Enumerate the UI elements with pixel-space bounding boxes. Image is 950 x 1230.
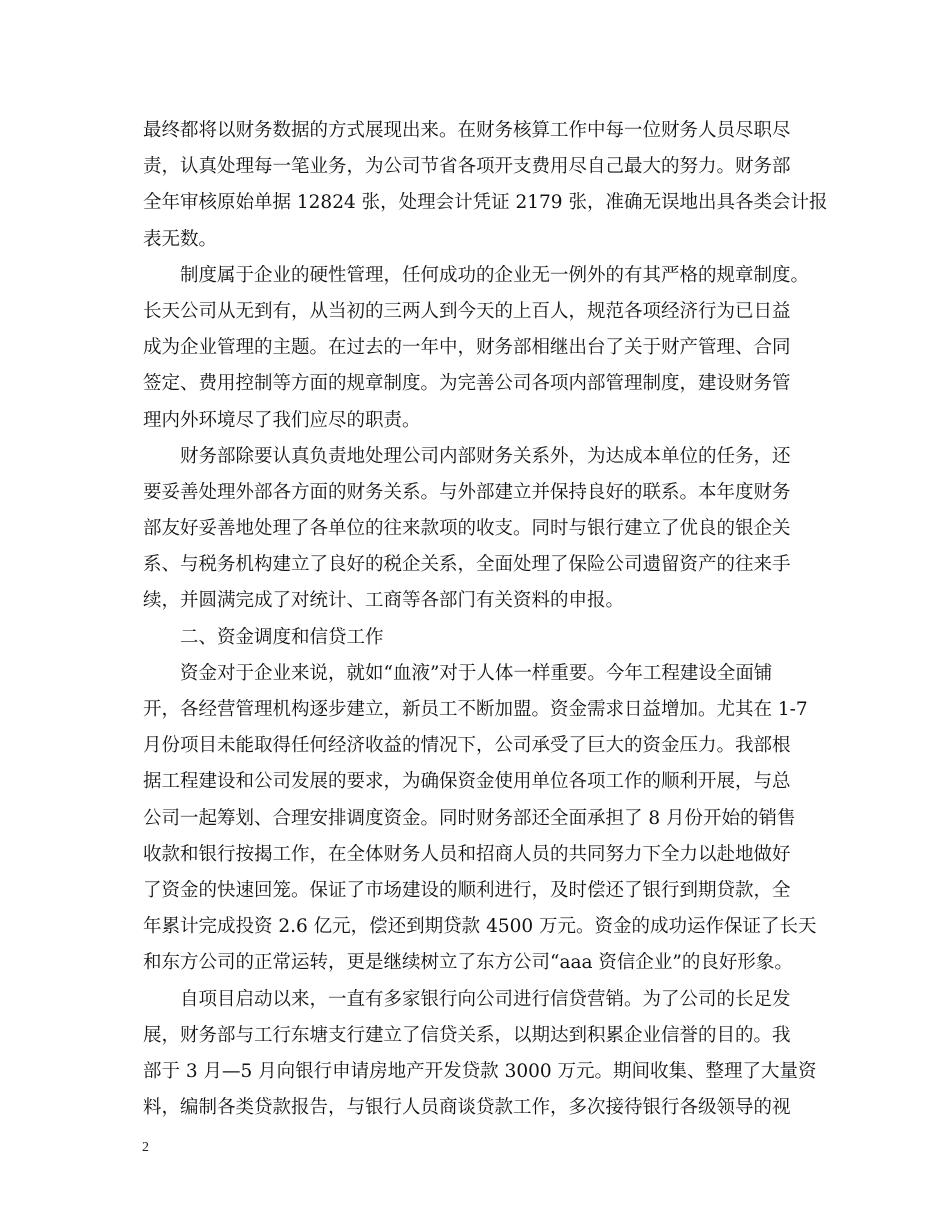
text-line: 长天公司从无到有，从当初的三两人到今天的上百人，规范各项经济行为已日益: [143, 300, 791, 322]
text-line: 开，各经营管理机构逐步建立，新员工不断加盟。资金需求日益增加。尤其在 1-7: [143, 699, 808, 720]
text-line: 续，并圆满完成了对统计、工商等各部门有关资料的申报。: [143, 590, 625, 612]
text-line: 要妥善处理外部各方面的财务关系。与外部建立并保持良好的联系。本年度财务: [143, 481, 791, 503]
heading-text: 二、资金调度和信贷工作: [180, 626, 384, 648]
text-line: 部于 3 月—5 月向银行申请房地产开发贷款 3000 万元。期间收集、整理了大量资: [143, 1060, 817, 1082]
document-body: [143, 113, 828, 1126]
text-line: 收款和银行按揭工作，在全体财务人员和招商人员的共同努力下全力以赴地做好: [143, 843, 791, 865]
text-line: 展，财务部与工行东塘支行建立了信贷关系，以期达到积累企业信誉的目的。我: [143, 1024, 791, 1046]
page-number: 2: [142, 1140, 149, 1155]
text-line: 系、与税务机构建立了良好的税企关系，全面处理了保险公司遗留资产的往来手: [143, 554, 791, 576]
paragraph-fund-scheduling: [143, 656, 817, 982]
text-line: 据工程建设和公司发展的要求，为确保资金使用单位各项工作的顺利开展，与总: [143, 771, 791, 793]
text-line: 制度属于企业的硬性管理，任何成功的企业无一例外的有其严格的规章制度。: [180, 264, 810, 286]
paragraph-credit-marketing: [143, 982, 817, 1127]
text-line: 表无数。: [143, 228, 218, 250]
text-line: 成为企业管理的主题。在过去的一年中，财务部相继出台了关于财产管理、合同: [143, 337, 791, 359]
text-line: 资金对于企业来说，就如“血液”对于人体一样重要。今年工程建设全面铺: [180, 662, 773, 684]
text-line: 料，编制各类贷款报告，与银行人员商谈贷款工作，多次接待银行各级领导的视: [143, 1097, 791, 1119]
text-line: 自项目启动以来，一直有多家银行向公司进行信贷营销。为了公司的长足发: [180, 988, 791, 1010]
text-line: 理内外环境尽了我们应尽的职责。: [143, 409, 421, 431]
text-line: 年累计完成投资 2.6 亿元，偿还到期贷款 4500 万元。资金的成功运作保证了长天: [143, 916, 817, 938]
text-line: 部友好妥善地处理了各单位的往来款项的收支。同时与银行建立了优良的银企关: [143, 518, 791, 540]
text-line: 和东方公司的正常运转，更是继续树立了东方公司“aaa 资信企业”的良好形象。: [143, 952, 793, 974]
paragraph-external-relations: [143, 439, 810, 620]
paragraph-rules-system: [143, 258, 810, 439]
paragraph-financial-accounting: [143, 113, 828, 258]
text-line: 签定、费用控制等方面的规章制度。为完善公司各项内部管理制度，建设财务管: [143, 373, 791, 395]
section-heading: [143, 620, 810, 656]
text-line: 公司一起筹划、合理安排调度资金。同时财务部还全面承担了 8 月份开始的销售: [143, 807, 796, 829]
text-line: 了资金的快速回笼。保证了市场建设的顺利进行，及时偿还了银行到期贷款，全: [143, 879, 791, 901]
text-line: 最终都将以财务数据的方式展现出来。在财务核算工作中每一位财务人员尽职尽: [143, 120, 791, 141]
text-line: 责，认真处理每一笔业务，为公司节省各项开支费用尽自己最大的努力。财务部: [143, 156, 791, 178]
text-line: 月份项目未能取得任何经济收益的情况下，公司承受了巨大的资金压力。我部根: [143, 735, 791, 757]
text-line: 财务部除要认真负责地处理公司内部财务关系外，为达成本单位的任务，还: [180, 445, 791, 467]
text-line: 全年审核原始单据 12824 张，处理会计凭证 2179 张，准确无误地出具各类会计报: [143, 192, 828, 214]
